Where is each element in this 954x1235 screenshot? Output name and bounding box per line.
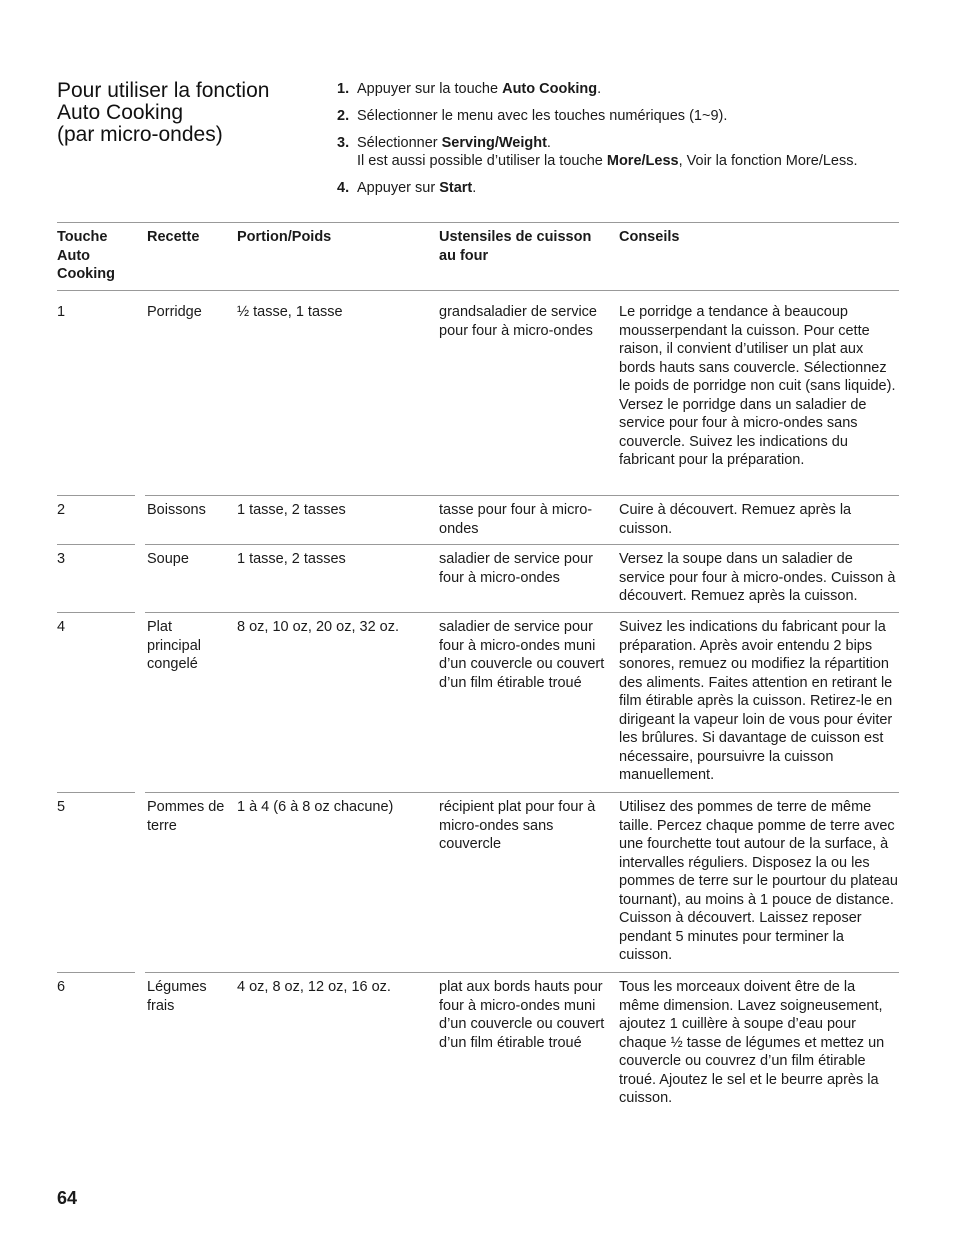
step-1	[337, 80, 917, 98]
cell-recipe: Boissons	[147, 502, 206, 518]
cell-key: 4	[57, 619, 66, 635]
cell-key: 1	[57, 304, 66, 320]
cell-portion: 1 tasse, 2 tasses	[237, 502, 346, 518]
header-conseils: Conseils	[619, 229, 680, 245]
step-text: .	[546, 135, 551, 151]
header-touche: Touche Auto Cooking	[57, 229, 115, 282]
table-row	[57, 298, 899, 496]
cell-portion: ½ tasse, 1 tasse	[237, 304, 343, 320]
step-text: .	[597, 81, 602, 97]
step-3	[337, 134, 917, 170]
step-key: Auto Cooking	[502, 81, 598, 97]
cell-utensil: récipient plat pour four à micro-ondes sans couvercle	[439, 799, 596, 852]
table-row	[57, 545, 899, 613]
cell-recipe: Légumes frais	[147, 979, 207, 1014]
step-number: 4.	[337, 180, 350, 196]
table-row	[57, 496, 899, 545]
step-4	[337, 179, 917, 197]
step-text: Appuyer sur	[357, 180, 440, 196]
step-number: 1.	[337, 81, 350, 97]
cell-key: 5	[57, 799, 66, 815]
cell-utensil: grandsaladier de service pour four à micro-ondes	[439, 304, 597, 339]
auto-cooking-table	[57, 222, 899, 1123]
step-number: 3.	[337, 135, 350, 151]
cell-tips: Le porridge a tendance à beaucoup mousserpendant la cuisson. Pour cette raison, il convient d’utiliser un plat aux bords hauts sans couvercle. Sélectionnez le poids de porridge non cuit (sans liquide). Versez le porridge dans un saladier de service pour four à micro-ondes sans couvercle. Suivez les indications du fabricant pour la préparation.	[619, 304, 896, 468]
cell-recipe: Porridge	[147, 304, 202, 320]
cell-tips: Tous les morceaux doivent être de la même dimension. Lavez soigneusement, ajoutez 1 cuillère à soupe d’eau pour chaque ½ tasse de légumes et mettez un couvercle ou couvrez d’un film étirable troué. Ajoutez le sel et le beurre après la cuisson.	[619, 979, 885, 1106]
cell-key: 6	[57, 979, 66, 995]
step-text: , Voir la fonction More/Less.	[678, 153, 858, 169]
cell-portion: 1 à 4 (6 à 8 oz chacune)	[237, 799, 394, 815]
cell-key: 3	[57, 551, 66, 567]
step-text: .	[472, 180, 477, 196]
step-text: Il est aussi possible d’utiliser la touche	[357, 153, 607, 169]
cell-utensil: plat aux bords hauts pour four à micro-ondes muni d’un couvercle ou couvert d’un film étirable troué	[439, 979, 605, 1051]
table-header	[57, 222, 899, 291]
cell-tips: Utilisez des pommes de terre de même taille. Percez chaque pomme de terre avec une fourchette tout autour de la surface, à intervalles réguliers. Disposez la ou les pommes de terre sur le pourtour du plateau tournant), au moins à 1 pouce de distance. Cuisson à découvert. Laissez reposer pendant 5 minutes pour terminer la cuisson.	[619, 799, 898, 963]
header-ustensiles: Ustensiles de cuisson au four	[439, 229, 592, 264]
cell-portion: 8 oz, 10 oz, 20 oz, 32 oz.	[237, 619, 400, 635]
instruction-steps	[337, 80, 917, 206]
step-text: Sélectionner le menu avec les touches numériques (1~9).	[357, 108, 728, 124]
step-key: More/Less	[606, 153, 679, 169]
table-row	[57, 973, 899, 1123]
cell-key: 2	[57, 502, 66, 518]
title-line: (par micro-ondes)	[57, 123, 223, 146]
cell-utensil: tasse pour four à micro-ondes	[439, 502, 593, 537]
step-text: Appuyer sur la touche	[357, 81, 503, 97]
cell-tips: Versez la soupe dans un saladier de service pour four à micro-ondes. Cuisson à découvert. Remuez après la cuisson.	[619, 551, 896, 604]
title-line: Pour utiliser la fonction	[57, 79, 270, 102]
table-row	[57, 793, 899, 973]
step-key: Serving/Weight	[441, 135, 547, 151]
cell-recipe: Plat principal congelé	[147, 619, 201, 672]
step-text: Sélectionner	[357, 135, 442, 151]
table-row	[57, 613, 899, 793]
header-recette: Recette	[147, 229, 200, 245]
cell-recipe: Pommes de terre	[147, 799, 225, 834]
cell-portion: 4 oz, 8 oz, 12 oz, 16 oz.	[237, 979, 391, 995]
cell-portion: 1 tasse, 2 tasses	[237, 551, 346, 567]
page-number: 64	[57, 1188, 78, 1208]
page-title	[57, 80, 317, 146]
cell-tips: Cuire à découvert. Remuez après la cuisson.	[619, 502, 852, 537]
cell-recipe: Soupe	[147, 551, 189, 567]
cell-tips: Suivez les indications du fabricant pour la préparation. Après avoir entendu 2 bips sonores, remuez ou modifiez la répartition des aliments. Faites attention en retirant le film étirable après la cuisson. Retirez-le en dirigeant la vapeur loin de vous pour éviter les brûlures. Si davantage de cuisson est nécessaire, poursuivre la cuisson manuellement.	[619, 619, 893, 783]
cell-utensil: saladier de service pour four à micro-ondes	[439, 551, 593, 586]
step-key: Start	[439, 180, 473, 196]
header-portion: Portion/Poids	[237, 229, 332, 245]
step-2	[337, 107, 917, 125]
title-line: Auto Cooking	[57, 101, 184, 124]
cell-utensil: saladier de service pour four à micro-ondes muni d’un couvercle ou couvert d’un film étirable troué	[439, 619, 605, 691]
step-number: 2.	[337, 108, 350, 124]
